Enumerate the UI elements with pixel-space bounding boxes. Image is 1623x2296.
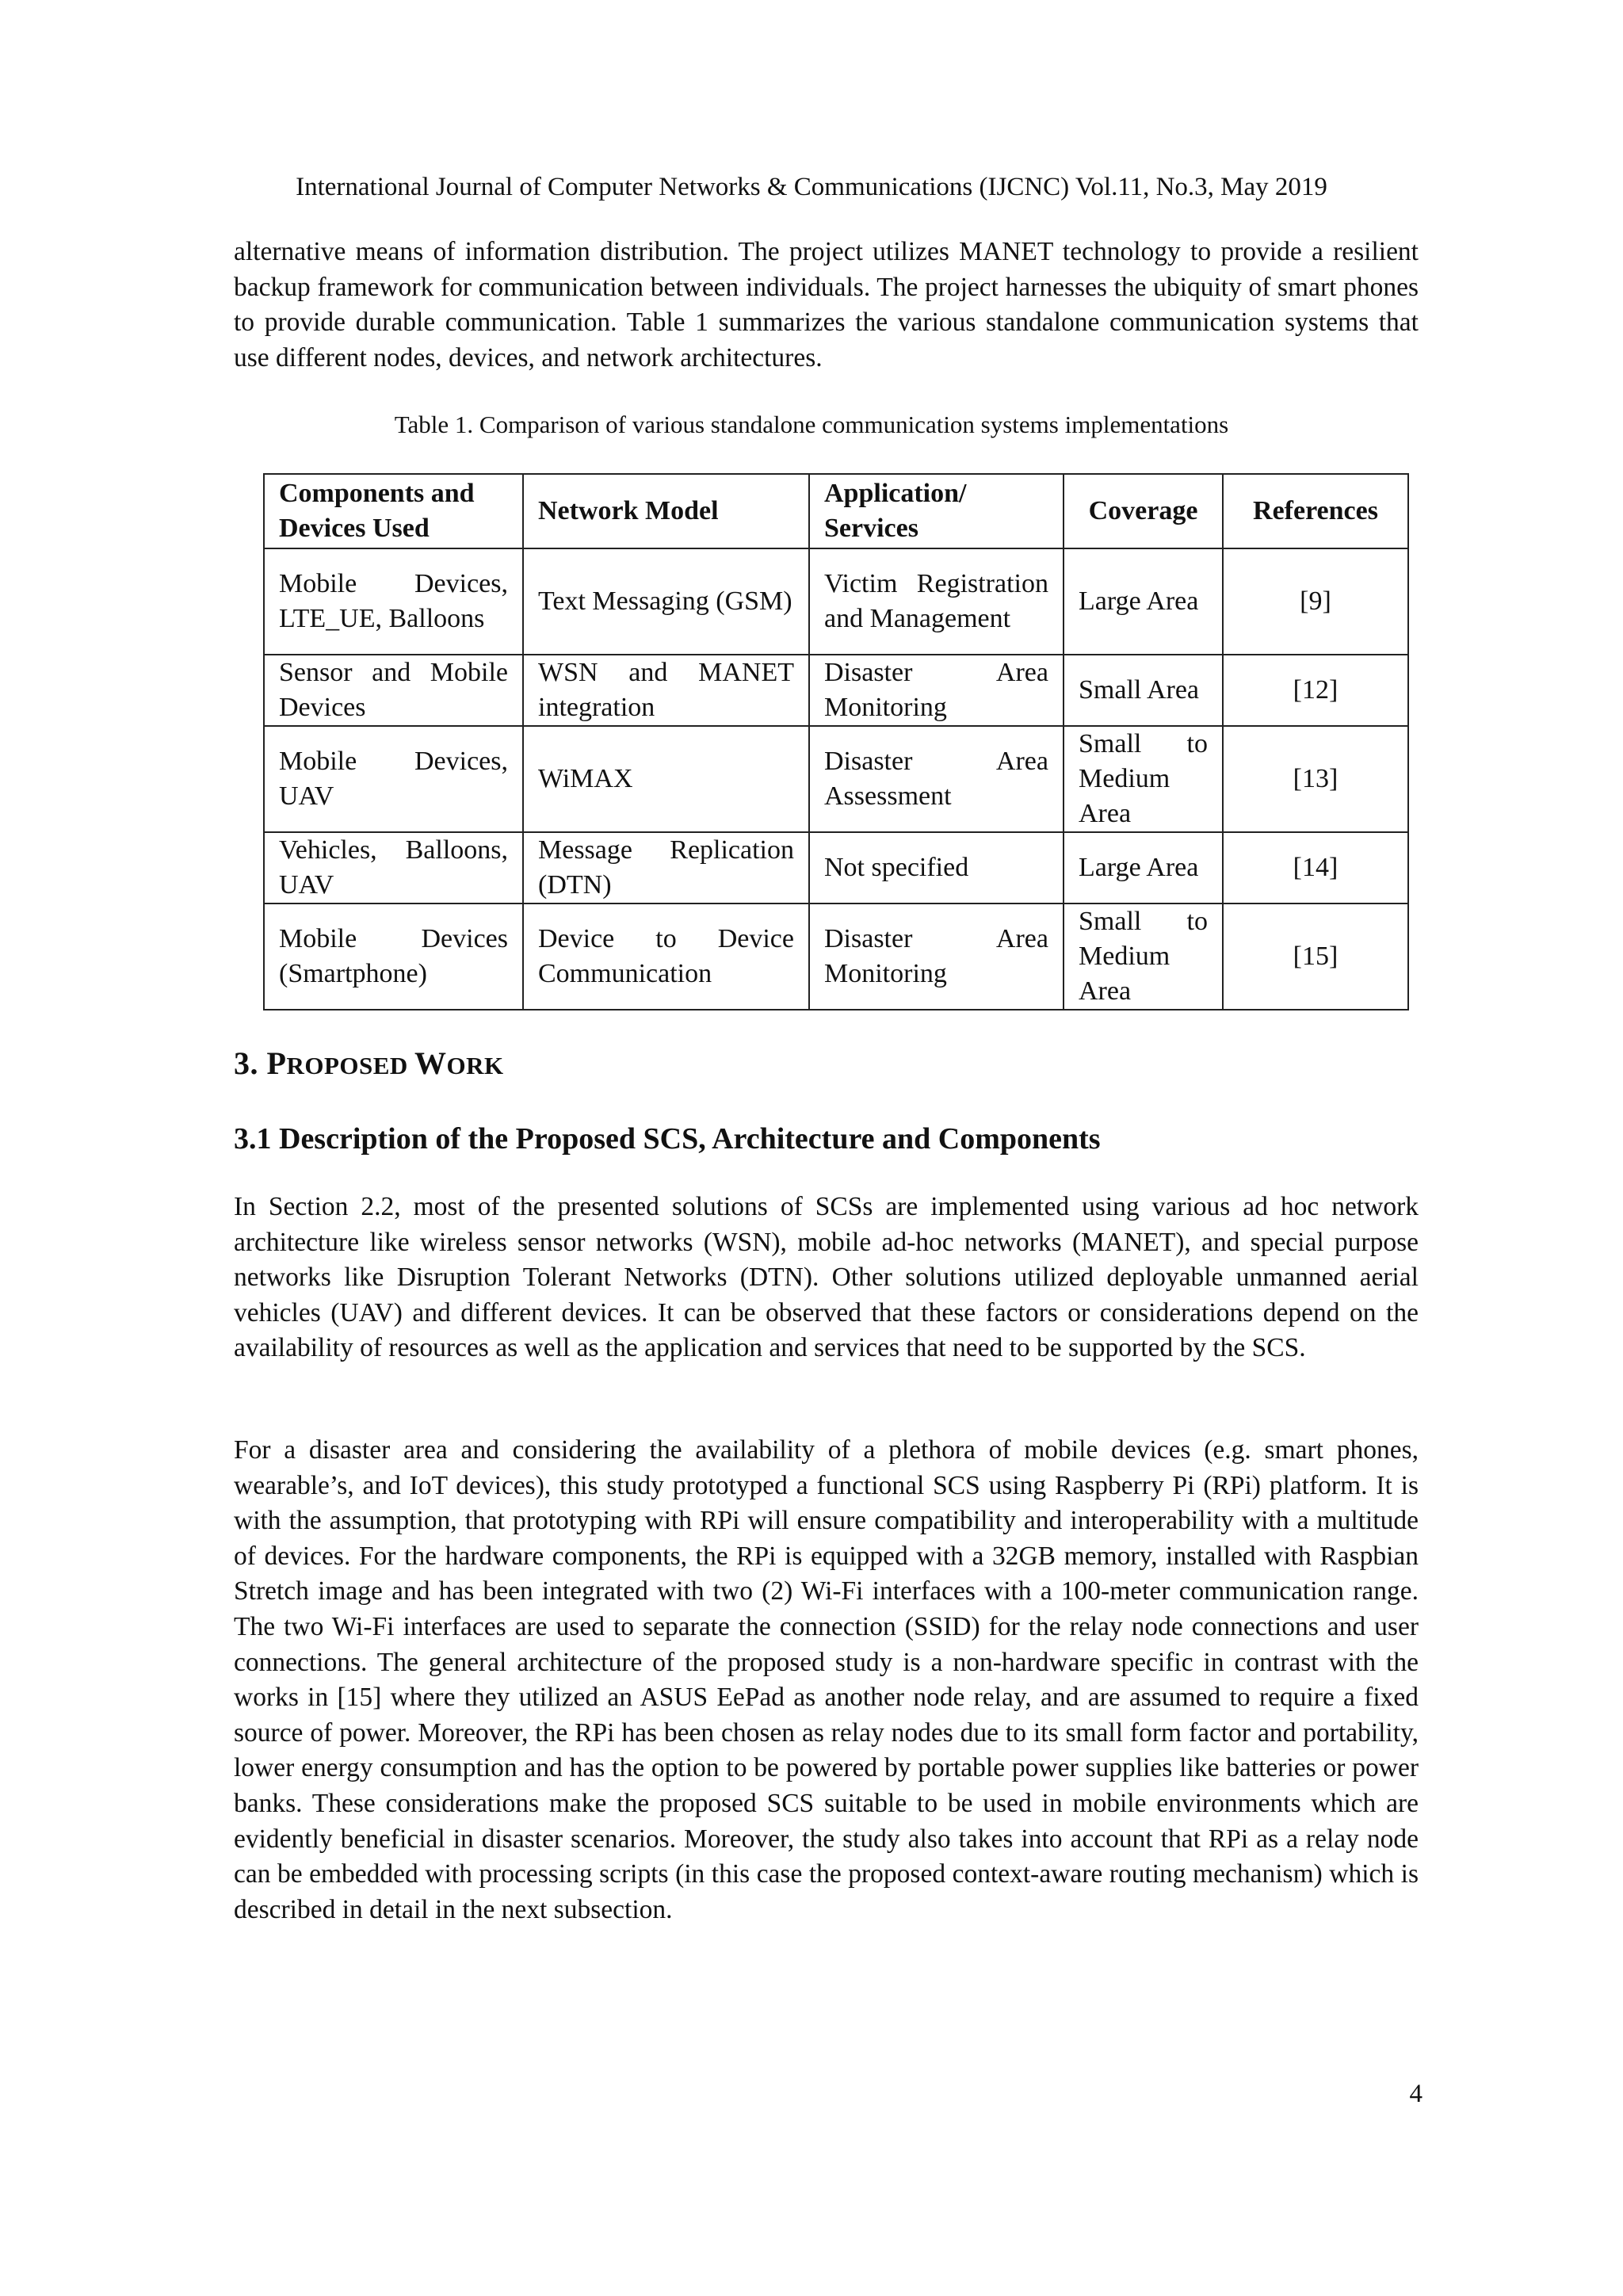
cell-reference: [15] — [1223, 904, 1408, 1010]
subsection-heading: 3.1 Description of the Proposed SCS, Architecture and Components — [234, 1122, 1101, 1156]
body-paragraph-block-1 — [234, 1190, 1419, 1366]
cell-application: Disaster Area Monitoring — [809, 904, 1064, 1010]
cell-application: Victim Registration and Management — [809, 548, 1064, 655]
table-row — [264, 904, 1408, 1010]
cell-components: Sensor and Mobile Devices — [264, 655, 523, 726]
comparison-table — [263, 473, 1409, 1010]
intro-paragraph-block — [234, 235, 1419, 376]
table-row — [264, 832, 1408, 904]
table-row — [264, 548, 1408, 655]
section-heading — [234, 1043, 504, 1087]
section-number: 3. — [234, 1045, 267, 1081]
body-paragraph: For a disaster area and considering the availability of a plethora of mobile devices (e.g. smart phones, wearable’s, and IoT devices), this study prototyped a functional SCS using Raspberry Pi (RPi) platform. It is with the assumption, that prototyping with RPi will ensure compatibility and interoperability with a multitude of devices. For the hardware components, the RPi is equipped with a 32GB memory, installed with Raspbian Stretch image and has been integrated with two (2) Wi-Fi interfaces with a 100-meter communication range. The two Wi-Fi interfaces are used to separate the connection (SSID) for the relay node connections and user connections. The general architecture of the proposed study is a non-hardware specific in contrast with the works in [15] where they utilized an ASUS EePad as another node relay, and are assumed to require a fixed source of power. Moreover, the RPi has been chosen as relay nodes due to its small form factor and portability, lower energy consumption and has the option to be powered by portable power supplies like batteries or power banks. These considerations make the proposed SCS suitable to be used in mobile environments which are evidently beneficial in disaster scenarios. Moreover, the study also takes into account that RPi as a relay node can be embedded with processing scripts (in this case the proposed context-aware routing mechanism) which is described in detail in the next subsection. — [234, 1435, 1419, 1924]
cell-network-model: Message Replication (DTN) — [523, 832, 809, 904]
cell-coverage: Large Area — [1064, 832, 1223, 904]
cell-components: Mobile Devices, UAV — [264, 726, 523, 832]
cell-coverage: Large Area — [1064, 548, 1223, 655]
section-title-rest-1: ROPOSED — [286, 1052, 415, 1079]
cell-reference: [12] — [1223, 655, 1408, 726]
header-references: References — [1223, 474, 1408, 548]
running-head: International Journal of Computer Networks & Communications (IJCNC) Vol.11, No.3, May 2019 — [296, 173, 1327, 201]
cell-components: Mobile Devices, LTE_UE, Balloons — [264, 548, 523, 655]
intro-paragraph: alternative means of information distribution. The project utilizes MANET technology to provide a resilient backup framework for communication between individuals. The project harnesses the ubiquity of smart phones to provide durable communication. Table 1 summarizes the various standalone communication systems that use different nodes, devices, and network architectures. — [234, 237, 1419, 372]
header-components: Components and Devices Used — [264, 474, 523, 548]
header-coverage: Coverage — [1064, 474, 1223, 548]
section-title-rest-2: ORK — [446, 1052, 504, 1079]
cell-reference: [9] — [1223, 548, 1408, 655]
section-title-cap-2: W — [414, 1045, 447, 1081]
cell-reference: [13] — [1223, 726, 1408, 832]
cell-application: Disaster Area Monitoring — [809, 655, 1064, 726]
table-row — [264, 655, 1408, 726]
cell-application: Disaster Area Assessment — [809, 726, 1064, 832]
table-caption: Table 1. Comparison of various standalone communication systems implementations — [394, 411, 1229, 438]
page-number: 4 — [1409, 2080, 1423, 2108]
cell-reference: [14] — [1223, 832, 1408, 904]
cell-network-model: WiMAX — [523, 726, 809, 832]
header-application: Application/ Services — [809, 474, 1064, 548]
header-network-model: Network Model — [523, 474, 809, 548]
cell-components: Vehicles, Balloons, UAV — [264, 832, 523, 904]
cell-network-model: Device to Device Communication — [523, 904, 809, 1010]
table-header-row — [264, 474, 1408, 548]
cell-network-model: Text Messaging (GSM) — [523, 548, 809, 655]
section-title-cap-1: P — [266, 1045, 287, 1081]
cell-application: Not specified — [809, 832, 1064, 904]
table-row — [264, 726, 1408, 832]
cell-coverage: Small to Medium Area — [1064, 726, 1223, 832]
cell-coverage: Small Area — [1064, 655, 1223, 726]
cell-network-model: WSN and MANET integration — [523, 655, 809, 726]
cell-coverage: Small to Medium Area — [1064, 904, 1223, 1010]
body-paragraph-block-2 — [234, 1433, 1419, 1927]
cell-components: Mobile Devices (Smartphone) — [264, 904, 523, 1010]
body-paragraph: In Section 2.2, most of the presented solutions of SCSs are implemented using various ad hoc network architecture like wireless sensor networks (WSN), mobile ad-hoc networks (MANET), and special purpose networks like Disruption Tolerant Networks (DTN). Other solutions utilized deployable unmanned aerial vehicles (UAV) and different devices. It can be observed that these factors or considerations depend on the availability of resources as well as the application and services that need to be supported by the SCS. — [234, 1192, 1419, 1363]
